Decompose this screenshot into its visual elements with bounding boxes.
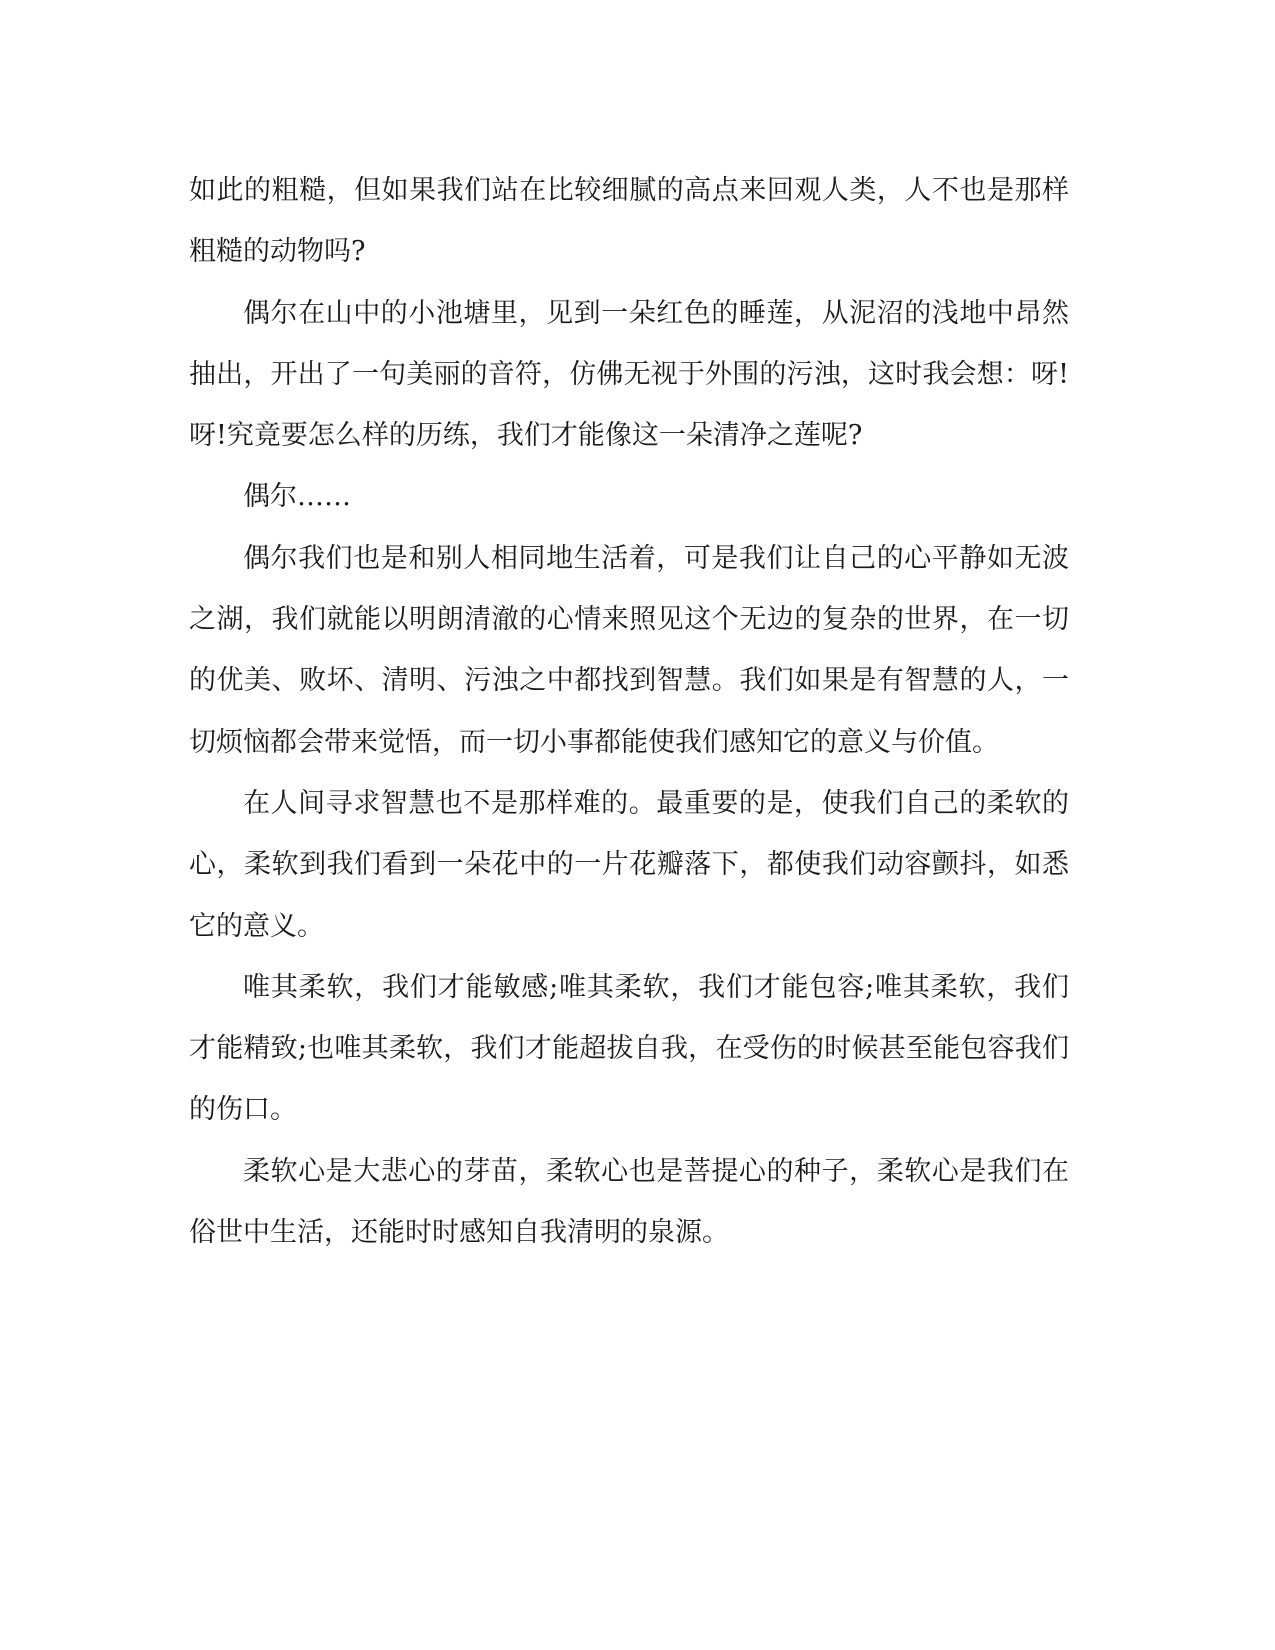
body-text xyxy=(189,160,1069,1263)
paragraph-7: 柔软心是大悲心的芽苗，柔软心也是菩提心的种子，柔软心是我们在俗世中生活，还能时时感知自我清明的泉源。 xyxy=(189,1155,1069,1249)
paragraph-5: 在人间寻求智慧也不是那样难的。最重要的是，使我们自己的柔软的心，柔软到我们看到一朵花中的一片花瓣落下，都使我们动容颤抖，如悉它的意义。 xyxy=(189,787,1069,942)
paragraph-3: 偶尔…… xyxy=(243,481,351,513)
paragraph-6: 唯其柔软，我们才能敏感;唯其柔软，我们才能包容;唯其柔软，我们才能精致;也唯其柔软，我们才能超拔自我，在受伤的时候甚至能包容我们的伤口。 xyxy=(189,971,1069,1126)
paragraph-2: 偶尔在山中的小池塘里，见到一朵红色的睡莲，从泥沼的浅地中昂然抽出，开出了一句美丽的音符，仿佛无视于外围的污浊，这时我会想：呀!呀!究竟要怎么样的历练，我们才能像这一朵清净之莲呢? xyxy=(189,297,1069,452)
paragraph-4: 偶尔我们也是和别人相同地生活着，可是我们让自己的心平静如无波之湖，我们就能以明朗清澈的心情来照见这个无边的复杂的世界，在一切的优美、败坏、清明、污浊之中都找到智慧。我们如果是有智慧的人，一切烦恼都会带来觉悟，而一切小事都能使我们感知它的意义与价值。 xyxy=(189,542,1069,758)
paragraph-1: 如此的粗糙，但如果我们站在比较细腻的高点来回观人类，人不也是那样粗糙的动物吗? xyxy=(189,175,1069,268)
